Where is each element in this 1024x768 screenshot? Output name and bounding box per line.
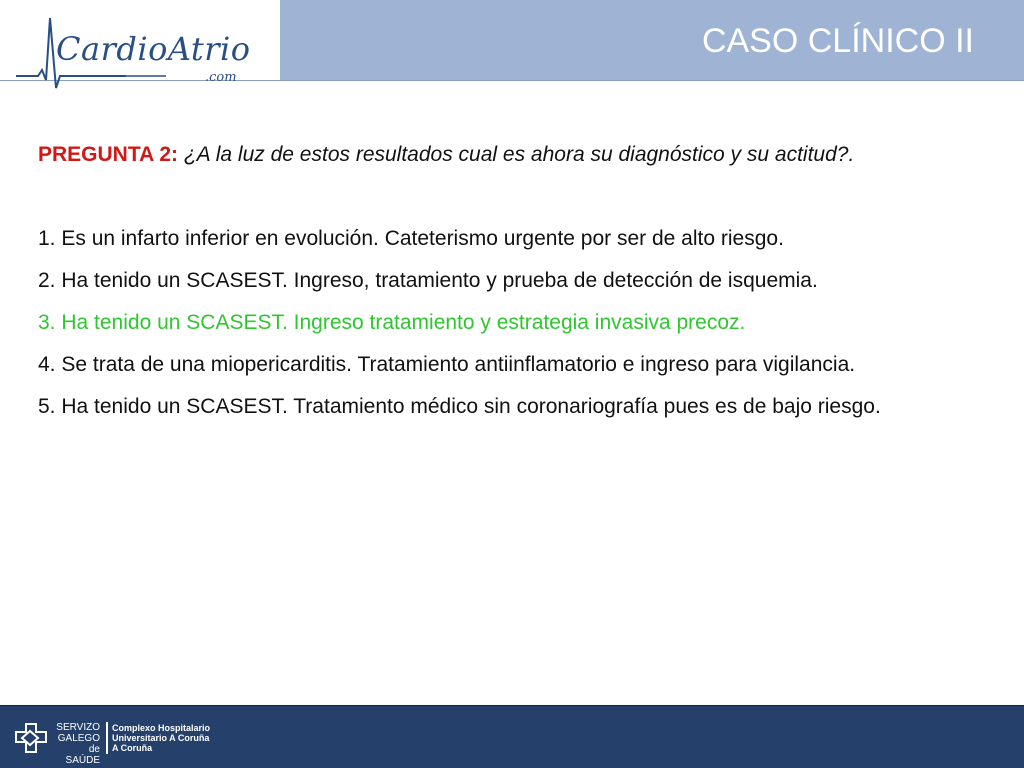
answer-option-5: 5. Ha tenido un SCASEST. Tratamiento médico sin coronariografía pues es de bajo riesgo. <box>38 395 881 418</box>
logo-word-cardio: Cardio <box>56 30 168 68</box>
hospital-line-3: A Coruña <box>112 743 153 753</box>
logo-suffix: .com <box>205 70 237 85</box>
sergas-line-1: SERVIZO <box>56 722 100 733</box>
question-block <box>38 140 998 170</box>
hospital-line-2: Universitario A Coruña <box>112 733 210 743</box>
answer-option-1: 1. Es un infarto inferior en evolución. Cateterismo urgente por ser de alto riesgo. <box>38 227 784 250</box>
footer-separator <box>106 722 108 754</box>
site-logo <box>56 30 251 68</box>
answer-option-4: 4. Se trata de una miopericarditis. Tratamiento antiinflamatorio e ingreso para vigilancia. <box>38 353 856 376</box>
page-title: CASO CLÍNICO II <box>701 22 974 60</box>
sergas-logo-text <box>56 722 100 766</box>
logo-word-atrio: Atrio <box>167 30 251 68</box>
sergas-cross-icon <box>14 722 50 754</box>
hospital-line-1: Complexo Hospitalario <box>112 723 211 733</box>
hospital-logo-text <box>112 723 210 753</box>
slide-content <box>38 140 998 434</box>
answer-option-3-correct: 3. Ha tenido un SCASEST. Ingreso tratamiento y estrategia invasiva precoz. <box>38 311 746 334</box>
sergas-line-2: GALEGO <box>57 733 100 744</box>
question-label: PREGUNTA 2: <box>38 143 179 166</box>
answer-option-2: 2. Ha tenido un SCASEST. Ingreso, tratamiento y prueba de detección de isquemia. <box>38 269 818 292</box>
sergas-line-3: de SAÚDE <box>65 744 100 766</box>
question-text: ¿A la luz de estos resultados cual es ahora su diagnóstico y su actitud?. <box>183 143 855 166</box>
